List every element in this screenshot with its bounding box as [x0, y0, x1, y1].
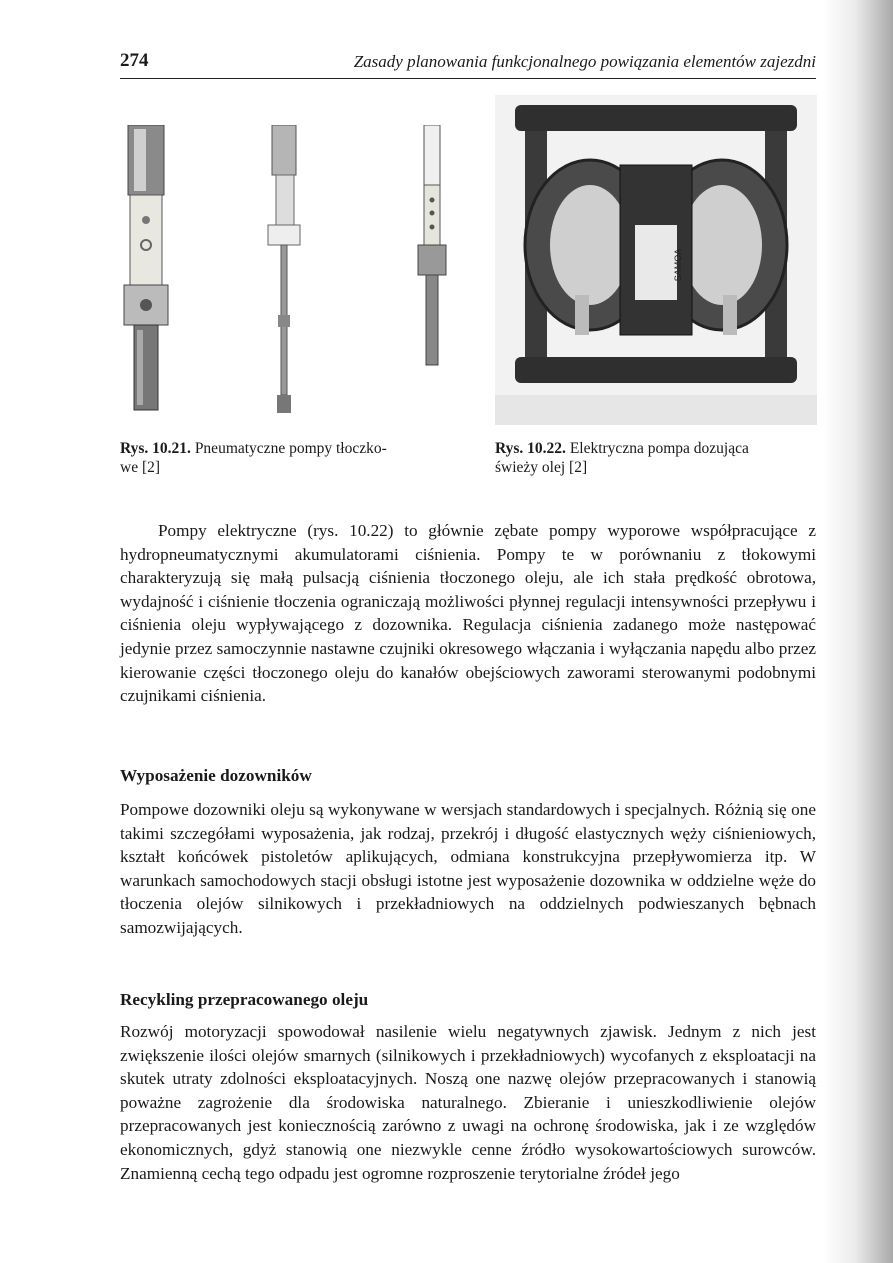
electric-dosing-pump-image [495, 95, 817, 425]
paragraph-text: Pompy elektryczne (rys. 10.22) to głównie zębate pompy wyporowe współpracujące z hydropneumatycznymi akumulatorami ciśnienia. Pompy te w porównaniu z tłokowymi charakteryzują się małą pulsacją ciśnienia tłoczonego oleju, ale ich stała prędkość obrotowa, wydajność i ciśnienie tłoczenia ograniczają możliwości płynnej regulacji intensywności przepływu i ciśnienia oleju wypływającego z dozownika. Regulacja ciśnienia zadanego może następować jedynie przez samoczynnie nastawne czujniki okresowego włączania i wyłączania napędu albo przez kierowanie części tłoczonego oleju do kanałów obejściowych zaworami sterowanymi podobnymi czujnikami ciśnienia. [120, 521, 816, 706]
paragraph-equipment [120, 798, 816, 940]
figure-10-21-caption [120, 439, 450, 477]
pump-logo-text: SAMOA [673, 248, 683, 282]
figure-10-22-caption [495, 439, 817, 477]
paragraph-text: Pompowe dozowniki oleju są wykonywane w wersjach standardowych i specjalnych. Różnią się one takimi szczegółami wyposażenia, jak rodzaj, przekrój i długość elastycznych węży ciśnieniowych, kształt końcówek pistoletów aplikujących, odmiana konstrukcyjna przepływomierza itp. W warunkach samochodowych stacji obsługi istotne jest wyposażenie dozownika w oddzielne węże do tłoczenia olejów silnikowych i przekładniowych na oddzielnych podwieszanych bębnach samozwijających. [120, 800, 816, 937]
paragraph-text: Rozwój motoryzacji spowodował nasilenie wielu negatywnych zjawisk. Jednym z nich jest zwiększenie ilości olejów smarnych (silnikowych i przekładniowych) wycofanych z eksploatacji na skutek utraty zdolności eksploatacyjnych. Noszą one nazwę olejów przepracowanych i stanowią poważne zagrożenie dla środowiska naturalnego. Zbieranie i unieszkodliwienie olejów przepracowanych jest koniecznością zarówno z uwagi na ochronę środowiska, jak i ze względów ekonomicznych, gdyż stanowią one niezwykle cenne źródło wysokowartościowych surowców. Znamienną cechą tego odpadu jest ogromne rozproszenie terytorialne źródeł jego [120, 1022, 816, 1183]
pneumatic-pump-1-image [120, 125, 172, 415]
section-heading-equipment: Wyposażenie dozowników [120, 766, 312, 785]
paragraph-electric-pumps [120, 519, 816, 708]
section-heading-recycling: Recykling przepracowanego oleju [120, 990, 369, 1009]
figure-caption-text: Elektryczna pompa dozująca [569, 440, 749, 457]
page-number: 274 [120, 50, 149, 71]
pneumatic-pump-2-image [258, 125, 308, 415]
figures-area [120, 95, 816, 476]
page-header [120, 50, 816, 79]
figure-caption-text: Pneumatyczne pompy tłoczko- [194, 440, 387, 457]
figure-caption-text: świeży olej [2] [495, 459, 588, 476]
running-title: Zasady planowania funkcjonalnego powiązania elementów zajezdni [353, 52, 816, 71]
figure-label: Rys. 10.22. [495, 440, 566, 457]
pneumatic-pump-3-image [412, 125, 452, 375]
paragraph-recycling [120, 1020, 816, 1185]
figure-label: Rys. 10.21. [120, 440, 191, 457]
page-edge-shadow [823, 0, 893, 1263]
figure-caption-text: we [2] [120, 459, 161, 476]
